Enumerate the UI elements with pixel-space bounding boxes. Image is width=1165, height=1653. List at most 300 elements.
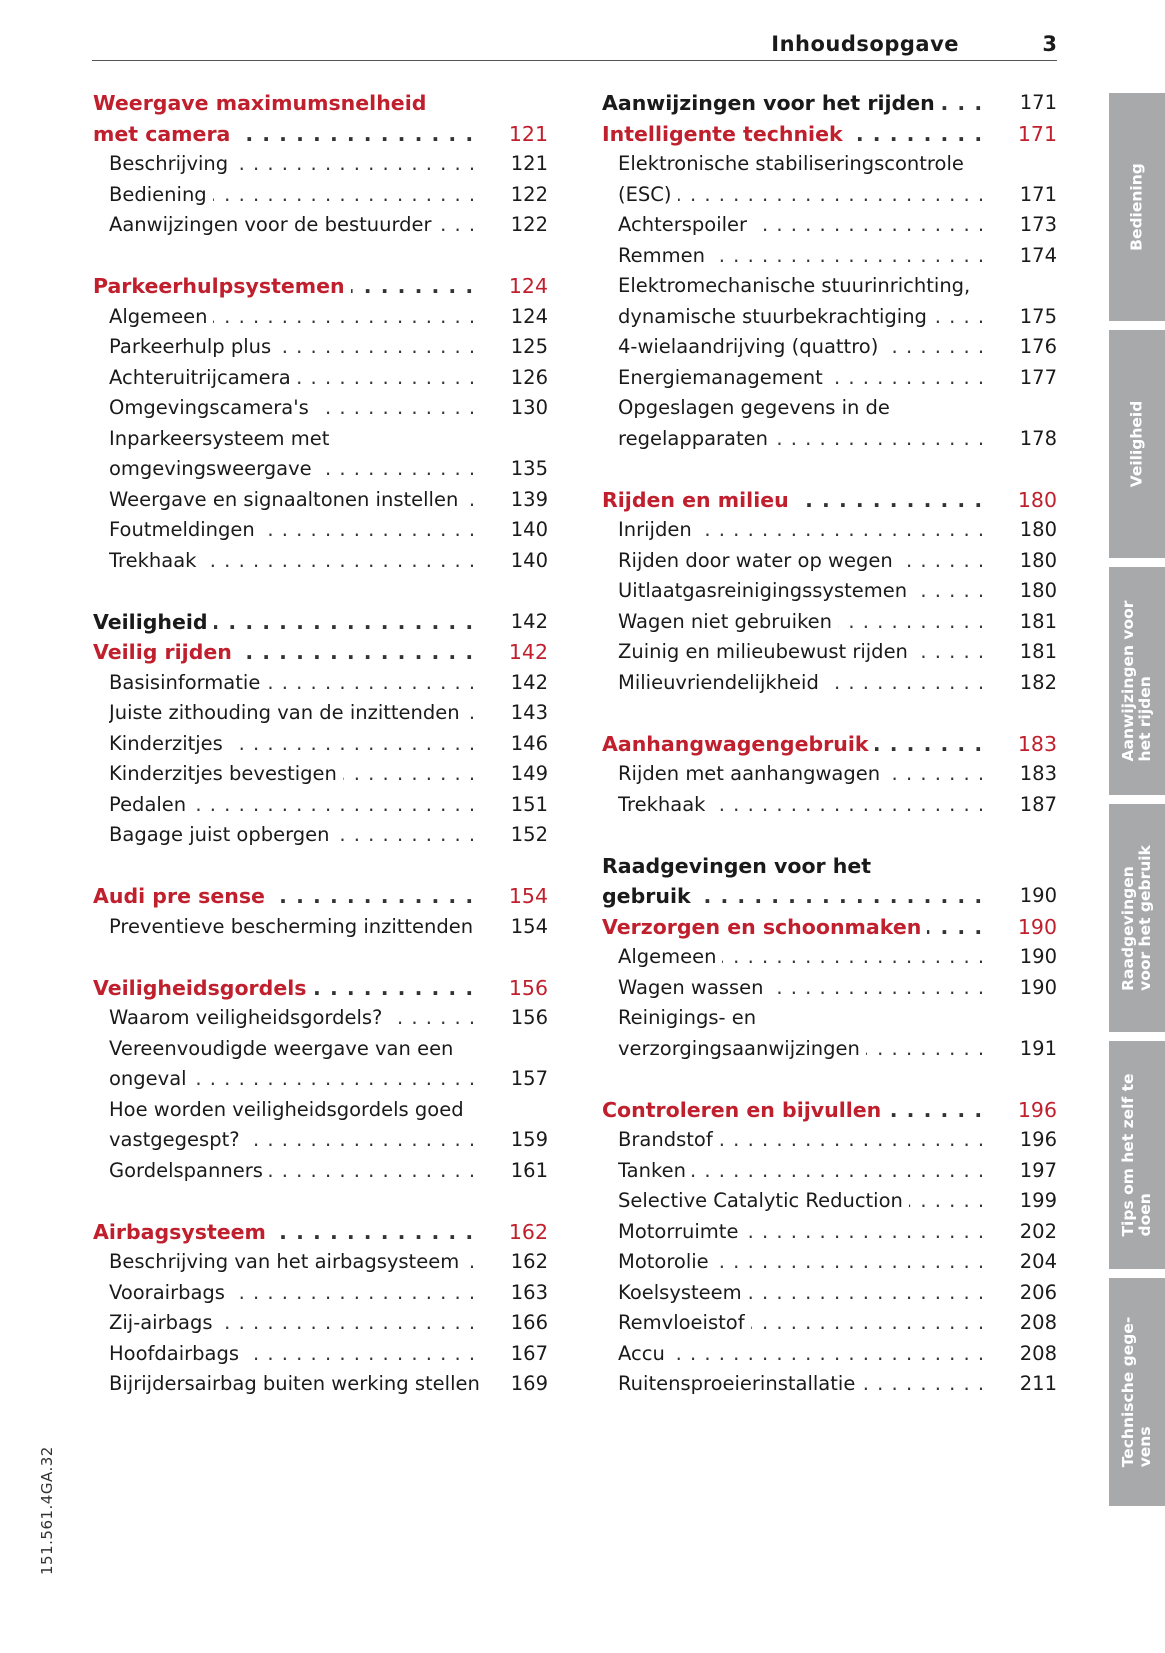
toc-page-number: 139 <box>510 487 548 511</box>
toc-entry-text: Weergave en signaaltonen instellen <box>109 488 464 511</box>
toc-page-number: 169 <box>510 1372 548 1395</box>
toc-entry-label <box>109 912 480 943</box>
toc-entry-label <box>602 912 989 943</box>
toc-entry-text: Rijden met aanhangwagen <box>618 762 886 785</box>
toc-page-number: 121 <box>510 152 548 175</box>
toc-entry-text: Trekhaak <box>109 549 202 572</box>
toc-entry[interactable] <box>602 637 1057 668</box>
toc-entry[interactable] <box>602 1156 1057 1187</box>
toc-entry[interactable] <box>93 759 548 790</box>
toc-entry-label <box>602 119 989 150</box>
section-tab[interactable] <box>1109 1041 1165 1269</box>
toc-entry-label <box>618 1339 989 1370</box>
toc-page-number: 196 <box>1019 1128 1057 1151</box>
toc-page-number: 140 <box>510 548 548 572</box>
toc-entry-label <box>618 1186 989 1217</box>
toc-page-number: 180 <box>1019 548 1057 572</box>
toc-entry[interactable] <box>93 1003 548 1034</box>
toc-entry[interactable] <box>93 1339 548 1370</box>
toc-entry-label <box>618 1125 989 1156</box>
toc-entry-text: gebruik <box>602 884 697 908</box>
toc-entry[interactable] <box>93 332 548 363</box>
toc-entry-text: Tanken <box>618 1159 692 1182</box>
toc-entry-text: Raadgevingen voor het <box>602 854 877 878</box>
toc-entry-text: Basisinformatie <box>109 671 266 694</box>
toc-page-number: 182 <box>1019 670 1057 694</box>
toc-entry-label <box>93 119 480 150</box>
toc-page-number: 149 <box>510 762 548 785</box>
toc-entry-text: Energiemanagement <box>618 366 829 389</box>
section-tab[interactable] <box>1109 567 1165 795</box>
toc-entry[interactable] <box>602 302 1057 333</box>
toc-page-number: 142 <box>510 670 548 694</box>
toc-entry-text: Accu <box>618 1342 671 1365</box>
toc-entry-label <box>618 759 989 790</box>
toc-entry-label <box>618 332 989 363</box>
toc-entry[interactable] <box>602 576 1057 607</box>
toc-chapter-heading[interactable] <box>93 271 548 302</box>
toc-entry-text: regelapparaten <box>618 427 774 450</box>
toc-entry[interactable] <box>93 149 548 180</box>
toc-entry-label <box>618 1247 989 1278</box>
toc-page-number: 180 <box>1019 579 1057 602</box>
toc-chapter-heading[interactable] <box>93 881 548 912</box>
toc-entry[interactable] <box>602 149 1057 180</box>
section-tab-label: Veiligheid <box>1127 400 1146 488</box>
toc-page-number: 156 <box>510 1006 548 1029</box>
toc-entry-text: Hoofdairbags <box>109 1342 245 1365</box>
toc-entry[interactable] <box>93 912 548 943</box>
toc-entry[interactable] <box>93 515 548 546</box>
toc-entry[interactable] <box>602 210 1057 241</box>
toc-entry-label <box>109 698 480 729</box>
toc-entry[interactable] <box>602 1247 1057 1278</box>
toc-page-number: 122 <box>510 182 548 206</box>
toc-entry[interactable] <box>602 1186 1057 1217</box>
page-header <box>92 22 1057 61</box>
toc-entry-text: Airbagsysteem <box>93 1220 272 1244</box>
toc-entry-label <box>618 1308 989 1339</box>
toc-entry-label <box>109 1003 480 1034</box>
toc-page-number: 181 <box>1019 609 1057 633</box>
toc-entry[interactable] <box>93 485 548 516</box>
toc-chapter-heading[interactable] <box>93 119 548 150</box>
toc-page-number: 161 <box>510 1158 548 1182</box>
toc-entry[interactable] <box>93 393 548 424</box>
toc-entry[interactable] <box>93 1369 548 1400</box>
toc-entry-text: Remvloeistof <box>618 1311 751 1334</box>
toc-entry-text: 4-wielaandrijving (quattro) <box>618 335 884 358</box>
toc-entry[interactable] <box>93 302 548 333</box>
toc-entry[interactable] <box>93 1034 548 1065</box>
toc-page-number: 163 <box>510 1280 548 1304</box>
toc-entry-label <box>109 363 480 394</box>
toc-page-number: 135 <box>510 457 548 480</box>
toc-entry-label <box>109 332 480 363</box>
toc-entry[interactable] <box>93 546 548 577</box>
toc-entry-text: Opgeslagen gegevens in de <box>618 396 896 419</box>
toc-entry-text: Juiste zithouding van de inzittenden <box>109 701 466 724</box>
document-code: 151.561.4GA.32 <box>38 1446 56 1575</box>
toc-entry[interactable] <box>93 424 548 455</box>
toc-entry-text: Controleren en bijvullen <box>602 1098 887 1122</box>
toc-entry-label <box>109 424 480 455</box>
toc-entry-text: Selective Catalytic Reduction <box>618 1189 909 1212</box>
toc-entry-text: Hoe worden veiligheidsgordels goed <box>109 1098 470 1121</box>
toc-right-column <box>602 88 1057 1400</box>
toc-part-heading[interactable] <box>602 88 1057 119</box>
toc-entry-text: Inrijden <box>618 518 698 541</box>
toc-entry[interactable] <box>93 1125 548 1156</box>
toc-page-number: 176 <box>1019 335 1057 358</box>
toc-entry-label <box>618 973 989 1004</box>
toc-entry-label <box>618 393 989 424</box>
toc-entry-label <box>109 1369 480 1400</box>
toc-page-number: 140 <box>510 518 548 541</box>
toc-page-number: 187 <box>1019 792 1057 816</box>
toc-entry-text: Wagen niet gebruiken <box>618 610 838 633</box>
toc-page-number: 173 <box>1019 213 1057 236</box>
toc-entry-label <box>618 1217 989 1248</box>
toc-page-number: 175 <box>1019 304 1057 328</box>
toc-entry-text: Kinderzitjes <box>109 732 229 755</box>
toc-entry-label <box>618 241 989 272</box>
toc-page-number: 171 <box>1019 91 1057 114</box>
toc-entry[interactable] <box>602 1339 1057 1370</box>
toc-entry-label <box>618 210 989 241</box>
toc-entry-text: verzorgingsaanwijzingen <box>618 1037 866 1060</box>
toc-entry-label <box>602 729 989 760</box>
toc-chapter-heading[interactable] <box>93 637 548 668</box>
toc-entry[interactable] <box>602 363 1057 394</box>
toc-page-number: 178 <box>1019 426 1057 450</box>
toc-page-number: 202 <box>1019 1219 1057 1243</box>
toc-entry-text: Omgevingscamera's <box>109 396 315 419</box>
toc-entry-label <box>602 851 989 882</box>
toc-entry-text: Zij-airbags <box>109 1311 218 1334</box>
toc-entry[interactable] <box>602 515 1057 546</box>
toc-entry-text: Rijden en milieu <box>602 488 795 512</box>
toc-entry-text: Koelsysteem <box>618 1281 748 1304</box>
toc-entry-text: Bagage juist opbergen <box>109 823 336 846</box>
toc-part-heading[interactable] <box>602 881 1057 912</box>
toc-entry-text: Achterspoiler <box>618 213 753 236</box>
toc-entry[interactable] <box>93 820 548 851</box>
toc-page-number: 180 <box>1019 518 1057 541</box>
toc-entry-text: Kinderzitjes bevestigen <box>109 762 343 785</box>
toc-entry[interactable] <box>602 1369 1057 1400</box>
toc-entry-text: Motorolie <box>618 1250 715 1273</box>
toc-page-number: 156 <box>508 975 548 1000</box>
toc-page-number: 199 <box>1019 1189 1057 1212</box>
toc-entry-label <box>109 149 480 180</box>
toc-entry-text: Achteruitrijcamera <box>109 366 297 389</box>
toc-entry-label <box>93 88 480 119</box>
toc-entry-label <box>109 1156 480 1187</box>
toc-page-number: 171 <box>1017 121 1057 146</box>
toc-chapter-heading[interactable] <box>602 729 1057 760</box>
toc-page-number: 190 <box>1017 914 1057 939</box>
toc-entry[interactable] <box>93 790 548 821</box>
toc-page-number: 146 <box>510 731 548 755</box>
toc-entry-label <box>109 210 480 241</box>
toc-entry-label <box>618 607 989 638</box>
toc-chapter-heading[interactable] <box>602 485 1057 516</box>
toc-entry[interactable] <box>602 546 1057 577</box>
toc-entry-text: Algemeen <box>618 945 722 968</box>
toc-entry-label <box>109 546 480 577</box>
section-tab-label: Aanwijzingen voor het rijden <box>1119 600 1154 762</box>
toc-entry-text: Gordelspanners <box>109 1159 269 1182</box>
toc-page-number: 124 <box>510 304 548 328</box>
toc-entry[interactable] <box>602 942 1057 973</box>
toc-entry[interactable] <box>602 332 1057 363</box>
toc-entry-label <box>618 668 989 699</box>
toc-page-number: 190 <box>1019 975 1057 999</box>
toc-entry-text: Veiligheid <box>93 610 214 634</box>
toc-entry-text: Veilig rijden <box>93 640 238 664</box>
toc-page-number: 191 <box>1019 1036 1057 1060</box>
toc-entry-label <box>109 820 480 851</box>
toc-page-number: 197 <box>1019 1158 1057 1182</box>
toc-page-number: 180 <box>1017 487 1057 512</box>
toc-chapter-heading[interactable] <box>602 1095 1057 1126</box>
section-tab-label: Technische gege- vens <box>1119 1316 1154 1468</box>
toc-entry[interactable] <box>602 973 1057 1004</box>
toc-entry-label <box>109 454 480 485</box>
toc-chapter-heading[interactable] <box>602 912 1057 943</box>
section-tab[interactable] <box>1109 330 1165 558</box>
toc-entry-text: Uitlaatgasreinigingssystemen <box>618 579 913 602</box>
toc-entry-text: Wagen wassen <box>618 976 770 999</box>
toc-entry-text: Algemeen <box>109 305 213 328</box>
toc-entry-label <box>602 1095 989 1126</box>
toc-entry-text: Parkeerhulp plus <box>109 335 277 358</box>
toc-entry-text: Pedalen <box>109 793 192 816</box>
toc-page-number: 208 <box>1019 1311 1057 1334</box>
toc-entry-text: Inparkeersysteem met <box>109 427 335 450</box>
toc-entry-label <box>618 637 989 668</box>
toc-entry[interactable] <box>602 607 1057 638</box>
toc-page-number: 143 <box>510 701 548 724</box>
toc-entry-text: Veiligheidsgordels <box>93 976 312 1000</box>
toc-page-number: 162 <box>508 1219 548 1244</box>
toc-entry[interactable] <box>602 1125 1057 1156</box>
toc-entry-text: met camera <box>93 122 236 146</box>
toc-entry-text: ongeval <box>109 1067 193 1090</box>
toc-page-number: 204 <box>1019 1250 1057 1273</box>
toc-page-number: 152 <box>510 823 548 846</box>
toc-entry-text: (ESC) <box>618 183 678 206</box>
toc-entry-label <box>618 1369 989 1400</box>
toc-page-number: 208 <box>1019 1341 1057 1365</box>
toc-entry-label <box>602 88 989 119</box>
toc-entry[interactable] <box>93 1156 548 1187</box>
toc-page-number: 183 <box>1019 762 1057 785</box>
toc-entry-label <box>93 881 480 912</box>
toc-page-number: 190 <box>1019 884 1057 907</box>
toc-entry-label <box>618 271 989 302</box>
toc-entry-label <box>109 1339 480 1370</box>
toc-entry[interactable] <box>602 1278 1057 1309</box>
toc-entry-label <box>109 1247 480 1278</box>
toc-chapter-heading[interactable] <box>93 973 548 1004</box>
toc-entry[interactable] <box>602 668 1057 699</box>
toc-entry-text: Beschrijving <box>109 152 234 175</box>
toc-entry[interactable] <box>602 241 1057 272</box>
toc-entry-text: Intelligente techniek <box>602 122 849 146</box>
toc-left-column <box>93 88 548 1400</box>
toc-entry[interactable] <box>602 271 1057 302</box>
toc-entry-label <box>618 363 989 394</box>
toc-entry-text: Remmen <box>618 244 711 267</box>
toc-entry[interactable] <box>93 363 548 394</box>
toc-page-number: 124 <box>508 274 548 298</box>
toc-entry-label <box>618 1156 989 1187</box>
toc-entry-text: Beschrijving van het airbagsysteem <box>109 1250 465 1273</box>
toc-entry[interactable] <box>93 210 548 241</box>
toc-page-number: 122 <box>510 213 548 236</box>
toc-page-number: 130 <box>510 396 548 419</box>
toc-page-number: 166 <box>510 1311 548 1334</box>
section-tab-label: Bediening <box>1127 163 1146 251</box>
toc-entry-label <box>618 576 989 607</box>
toc-entry[interactable] <box>93 1095 548 1126</box>
section-tab-label: Raadgevingen voor het gebruik <box>1119 845 1154 991</box>
toc-entry[interactable] <box>93 1247 548 1278</box>
toc-entry-label <box>618 149 989 180</box>
toc-part-heading[interactable] <box>93 607 548 638</box>
toc-entry-label <box>109 1064 480 1095</box>
toc-entry-text: Parkeerhulpsystemen <box>93 274 351 298</box>
toc-entry[interactable] <box>602 1034 1057 1065</box>
toc-entry-label <box>602 485 989 516</box>
toc-entry-text: Waarom veiligheidsgordels? <box>109 1006 388 1029</box>
toc-entry-label <box>618 790 989 821</box>
toc-entry-text: Trekhaak <box>618 793 711 816</box>
toc-entry-label <box>109 790 480 821</box>
toc-page-number: 181 <box>1019 640 1057 663</box>
toc-entry-text: Elektromechanische stuurinrichting, <box>618 274 976 297</box>
toc-entry-text: Ruitensproeierinstallatie <box>618 1372 861 1395</box>
toc-entry-text: dynamische stuurbekrachtiging <box>618 305 933 328</box>
toc-part-heading[interactable] <box>602 851 1057 882</box>
toc-entry-label <box>618 424 989 455</box>
toc-entry-label <box>618 302 989 333</box>
toc-page-number: 177 <box>1019 365 1057 389</box>
toc-entry-label <box>109 729 480 760</box>
toc-entry-text: Reinigings- en <box>618 1006 762 1029</box>
toc-entry-label <box>93 271 480 302</box>
toc-page-number: 151 <box>510 792 548 816</box>
toc-entry-label <box>109 515 480 546</box>
toc-entry-label <box>109 1308 480 1339</box>
toc-entry[interactable] <box>93 1278 548 1309</box>
page-number: 3 <box>1042 32 1057 56</box>
toc-entry-text: Aanhangwagengebruik <box>602 732 875 756</box>
toc-page-number: 196 <box>1017 1097 1057 1122</box>
toc-entry[interactable] <box>602 759 1057 790</box>
toc-entry[interactable] <box>93 1064 548 1095</box>
toc-entry-label <box>109 485 480 516</box>
toc-page-number: 190 <box>1019 945 1057 968</box>
toc-entry-label <box>109 302 480 333</box>
toc-entry-label <box>618 942 989 973</box>
toc-page-number: 142 <box>508 640 548 664</box>
toc-entry-text: omgevingsweergave <box>109 457 318 480</box>
toc-entry-text: Verzorgen en schoonmaken <box>602 915 927 939</box>
section-tab[interactable] <box>1109 804 1165 1032</box>
toc-page-number: 162 <box>510 1250 548 1273</box>
toc-entry-label <box>618 1003 989 1034</box>
toc-entry-text: Elektronische stabiliseringscontrole <box>618 152 970 175</box>
section-tab[interactable] <box>1109 93 1165 321</box>
toc-entry-label <box>93 607 480 638</box>
toc-entry[interactable] <box>93 668 548 699</box>
toc-entry-text: Audi pre sense <box>93 884 271 908</box>
toc-entry[interactable] <box>602 393 1057 424</box>
toc-entry[interactable] <box>602 1308 1057 1339</box>
toc-entry-text: Milieuvriendelijkheid <box>618 671 825 694</box>
toc-entry-label <box>602 881 989 912</box>
toc-entry[interactable] <box>93 729 548 760</box>
toc-entry[interactable] <box>93 454 548 485</box>
section-tab[interactable] <box>1109 1278 1165 1506</box>
toc-page-number: 211 <box>1019 1372 1057 1395</box>
toc-page-number: 126 <box>510 365 548 389</box>
toc-entry-label <box>93 973 480 1004</box>
toc-entry[interactable] <box>602 424 1057 455</box>
toc-page-number: 125 <box>510 335 548 358</box>
toc-chapter-heading[interactable] <box>93 88 548 119</box>
toc-entry-label <box>109 668 480 699</box>
toc-entry[interactable] <box>602 1003 1057 1034</box>
toc-entry-label <box>93 1217 480 1248</box>
toc-page-number: 174 <box>1019 243 1057 267</box>
toc-page-number: 167 <box>510 1341 548 1365</box>
toc-page-number: 154 <box>510 914 548 938</box>
toc-entry[interactable] <box>93 1308 548 1339</box>
toc-entry[interactable] <box>602 790 1057 821</box>
toc-entry-label <box>618 546 989 577</box>
toc-entry-text: Foutmeldingen <box>109 518 261 541</box>
toc-entry-label <box>618 180 989 211</box>
toc-entry[interactable] <box>93 698 548 729</box>
toc-entry-label <box>109 1278 480 1309</box>
toc-entry-label <box>109 393 480 424</box>
toc-entry[interactable] <box>602 1217 1057 1248</box>
toc-entry-text: vastgegespt? <box>109 1128 246 1151</box>
toc-entry-text: Brandstof <box>618 1128 719 1151</box>
toc-entry-text: Aanwijzingen voor het rijden <box>602 91 941 115</box>
toc-entry-text: Vereenvoudigde weergave van een <box>109 1037 459 1060</box>
toc-entry-text: Voorairbags <box>109 1281 231 1304</box>
toc-entry-label <box>109 1125 480 1156</box>
toc-entry-label <box>109 180 480 211</box>
toc-entry-label <box>93 637 480 668</box>
toc-entry-label <box>109 1034 480 1065</box>
toc-entry-text: Preventieve bescherming inzittenden <box>109 915 479 938</box>
toc-entry[interactable] <box>602 180 1057 211</box>
toc-page-number: 157 <box>510 1067 548 1090</box>
toc-page-number: 154 <box>508 884 548 908</box>
toc-chapter-heading[interactable] <box>602 119 1057 150</box>
toc-entry-label <box>109 1095 480 1126</box>
toc-entry-text: Bijrijdersairbag buiten werking stellen <box>109 1372 480 1395</box>
toc-chapter-heading[interactable] <box>93 1217 548 1248</box>
toc-entry[interactable] <box>93 180 548 211</box>
toc-page-number: 206 <box>1019 1280 1057 1304</box>
